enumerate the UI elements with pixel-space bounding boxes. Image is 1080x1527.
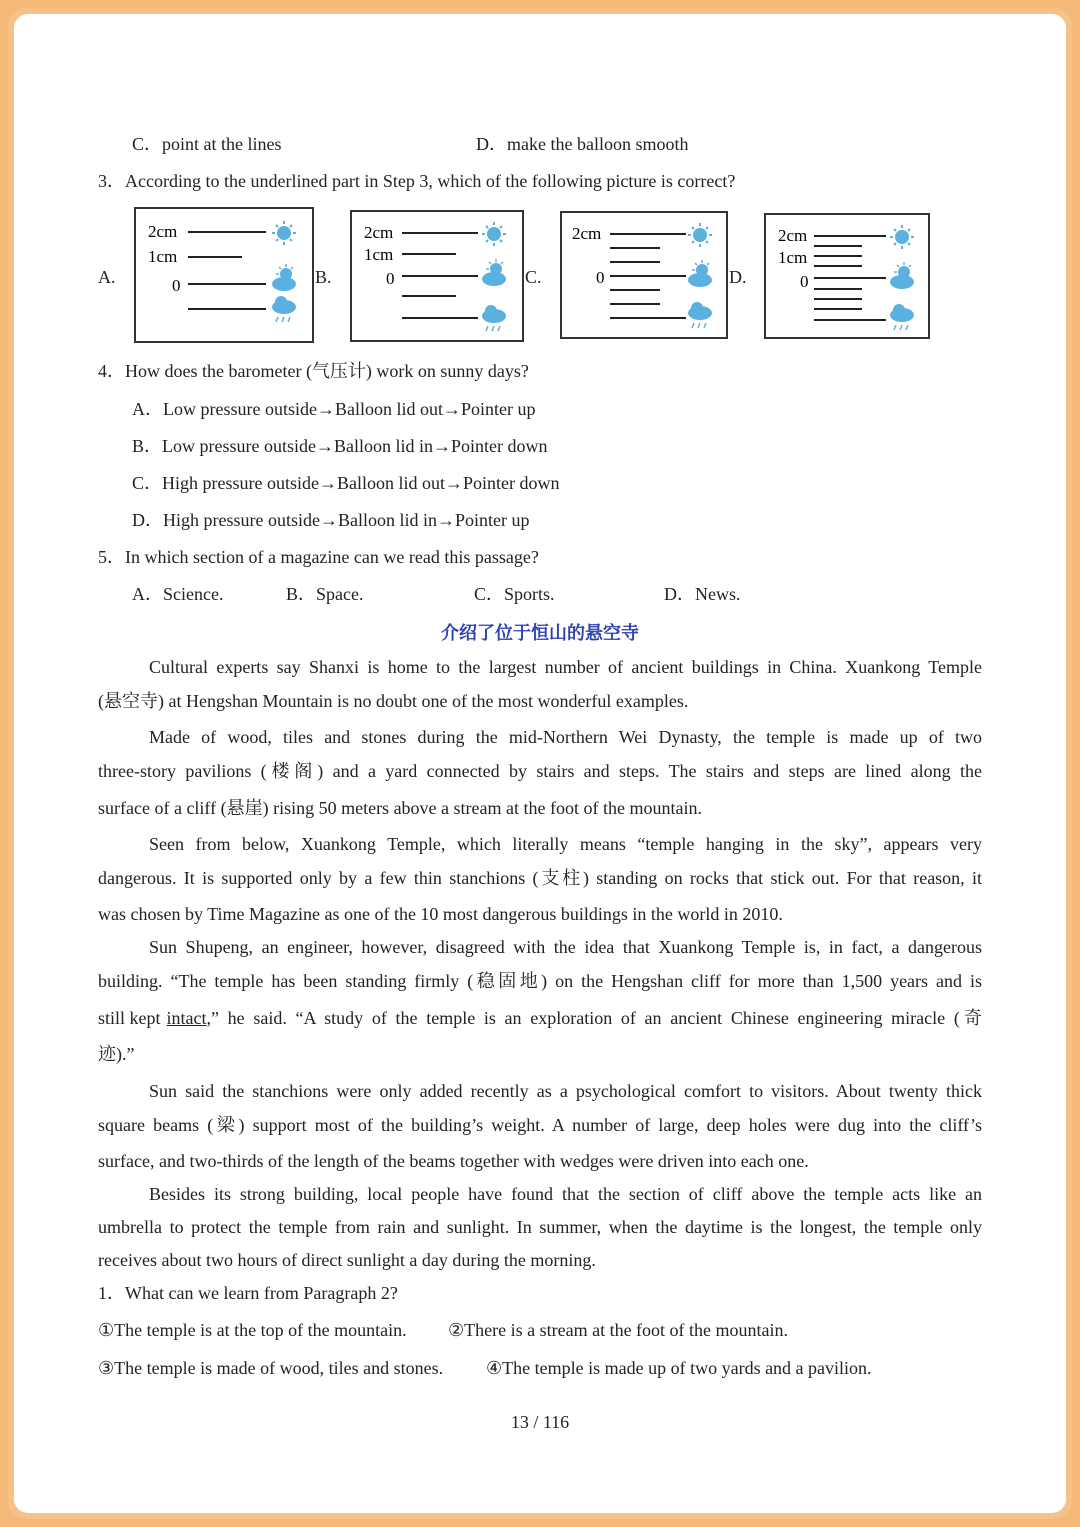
passage-line: dangerous. It is supported only by a few thin stanchions (支柱) standing on rocks that stick out. For that reason, it [98,868,982,888]
scale-label: 0 [596,268,605,287]
sun-cloud-icon [482,259,506,286]
sun-cloud-icon [890,262,914,289]
q3-picture-b [350,210,524,342]
q5-option-c: C．Sports. [474,584,555,604]
underlined-word: intact [166,1008,207,1028]
scale-label: 2cm [364,223,394,242]
q1-statement-2: ②There is a stream at the foot of the mountain. [448,1320,789,1340]
sun-icon [688,223,712,247]
sun-icon [482,222,506,246]
passage-line: square beams (梁) support most of the building’s weight. A number of large, deep holes were dug into the cliff’s [98,1115,982,1135]
q3-stem: 3．According to the underlined part in Step 3, which of the following picture is correct? [98,171,736,191]
scale-label: 2cm [572,224,602,243]
q5-stem: 5．In which section of a magazine can we read this passage? [98,547,539,567]
passage-line: Sun said the stanchions were only added recently as a psychological comfort to visitors. About twenty thick [149,1081,982,1101]
q5-option-d: D．News. [664,584,741,604]
q1-stem: 1．What can we learn from Paragraph 2? [98,1283,398,1303]
passage-line: surface of a cliff (悬崖) rising 50 meters above a stream at the foot of the mountain. [98,798,702,818]
scale-label: 1cm [148,247,178,266]
scale-label: 0 [172,276,181,295]
passage-line: building. “The temple has been standing firmly (稳固地) on the Hengshan cliff for more than 1,500 years and is [98,971,982,991]
passage-line-with-underline [98,1007,982,1029]
page-number: 13 / 116 [510,1412,570,1432]
scale-label: 0 [386,269,395,288]
passage-line: 迹).” [98,1044,135,1064]
scale-label: 2cm [778,226,808,245]
q3-picture-d [764,213,930,339]
rain-cloud-icon [890,304,914,330]
sun-icon [272,221,296,245]
passage-line: Besides its strong building, local people have found that the section of cliff above the temple acts like an [149,1184,982,1204]
q3-letter-c: C. [525,267,542,287]
q2-option-d: D．make the balloon smooth [476,134,689,154]
passage-line: Sun Shupeng, an engineer, however, disagreed with the idea that Xuankong Temple is, in fact, a dangerous [149,937,982,957]
q4-stem: 4．How does the barometer (气压计) work on sunny days? [98,361,529,381]
q5-option-b: B．Space. [286,584,364,604]
passage-line: umbrella to protect the temple from rain and sunlight. In summer, when the daytime is the longest, the temple only [98,1217,982,1237]
q3-letter-b: B. [315,267,332,287]
passage-line: (悬空寺) at Hengshan Mountain is no doubt one of the most wonderful examples. [98,691,689,711]
passage-line: Made of wood, tiles and stones during the mid-Northern Wei Dynasty, the temple is made up of two [149,727,982,747]
sun-icon [890,225,914,249]
passage-line: was chosen by Time Magazine as one of the 10 most dangerous buildings in the world in 2010. [98,904,783,924]
scale-label: 0 [800,272,809,291]
scale-label: 2cm [148,222,178,241]
rain-cloud-icon [688,302,712,328]
q2-option-c: C．point at the lines [132,134,282,154]
q4-option-d: D．High pressure outside→Balloon lid in→Pointer up [132,510,530,530]
passage-line: Cultural experts say Shanxi is home to the largest number of ancient buildings in China. Xuankong Temple [149,657,982,677]
rain-cloud-icon [482,305,506,331]
passage-line: receives about two hours of direct sunlight a day during the morning. [98,1250,596,1270]
passage-line: three-story pavilions (楼阁) and a yard connected by stairs and steps. The stairs and steps are lined along the [98,761,982,781]
document-page [14,14,1066,1513]
passage-line: Seen from below, Xuankong Temple, which literally means “temple hanging in the sky”, appears very [149,834,982,854]
sun-cloud-icon [688,260,712,287]
q1-statement-4: ④The temple is made up of two yards and a pavilion. [486,1358,872,1378]
sun-cloud-icon [272,264,296,291]
rain-cloud-icon [272,296,296,322]
scale-label: 1cm [364,245,394,264]
q4-option-b: B．Low pressure outside→Balloon lid in→Pointer down [132,436,548,456]
q4-option-c: C．High pressure outside→Balloon lid out→Pointer down [132,473,560,493]
scale-label: 1cm [778,248,808,267]
passage-line: surface, and two-thirds of the length of the beams together with wedges were driven into each one. [98,1151,809,1171]
q3-letter-a: A. [98,267,116,287]
q3-picture-c [560,211,728,339]
passage-fragment: ,” he said. “A study of the temple is an exploration of an ancient Chinese engineering miracle (奇 [206,1008,982,1028]
q4-option-a: A．Low pressure outside→Balloon lid out→Pointer up [132,399,536,419]
q3-picture-a [134,207,314,343]
passage-fragment: still kept [98,1008,161,1028]
q1-statement-1: ①The temple is at the top of the mountain. [98,1320,407,1340]
passage-title: 介绍了位于恒山的悬空寺 [441,623,639,644]
q1-statement-3: ③The temple is made of wood, tiles and stones. [98,1358,444,1378]
q3-letter-d: D. [729,267,747,287]
q5-option-a: A．Science. [132,584,224,604]
